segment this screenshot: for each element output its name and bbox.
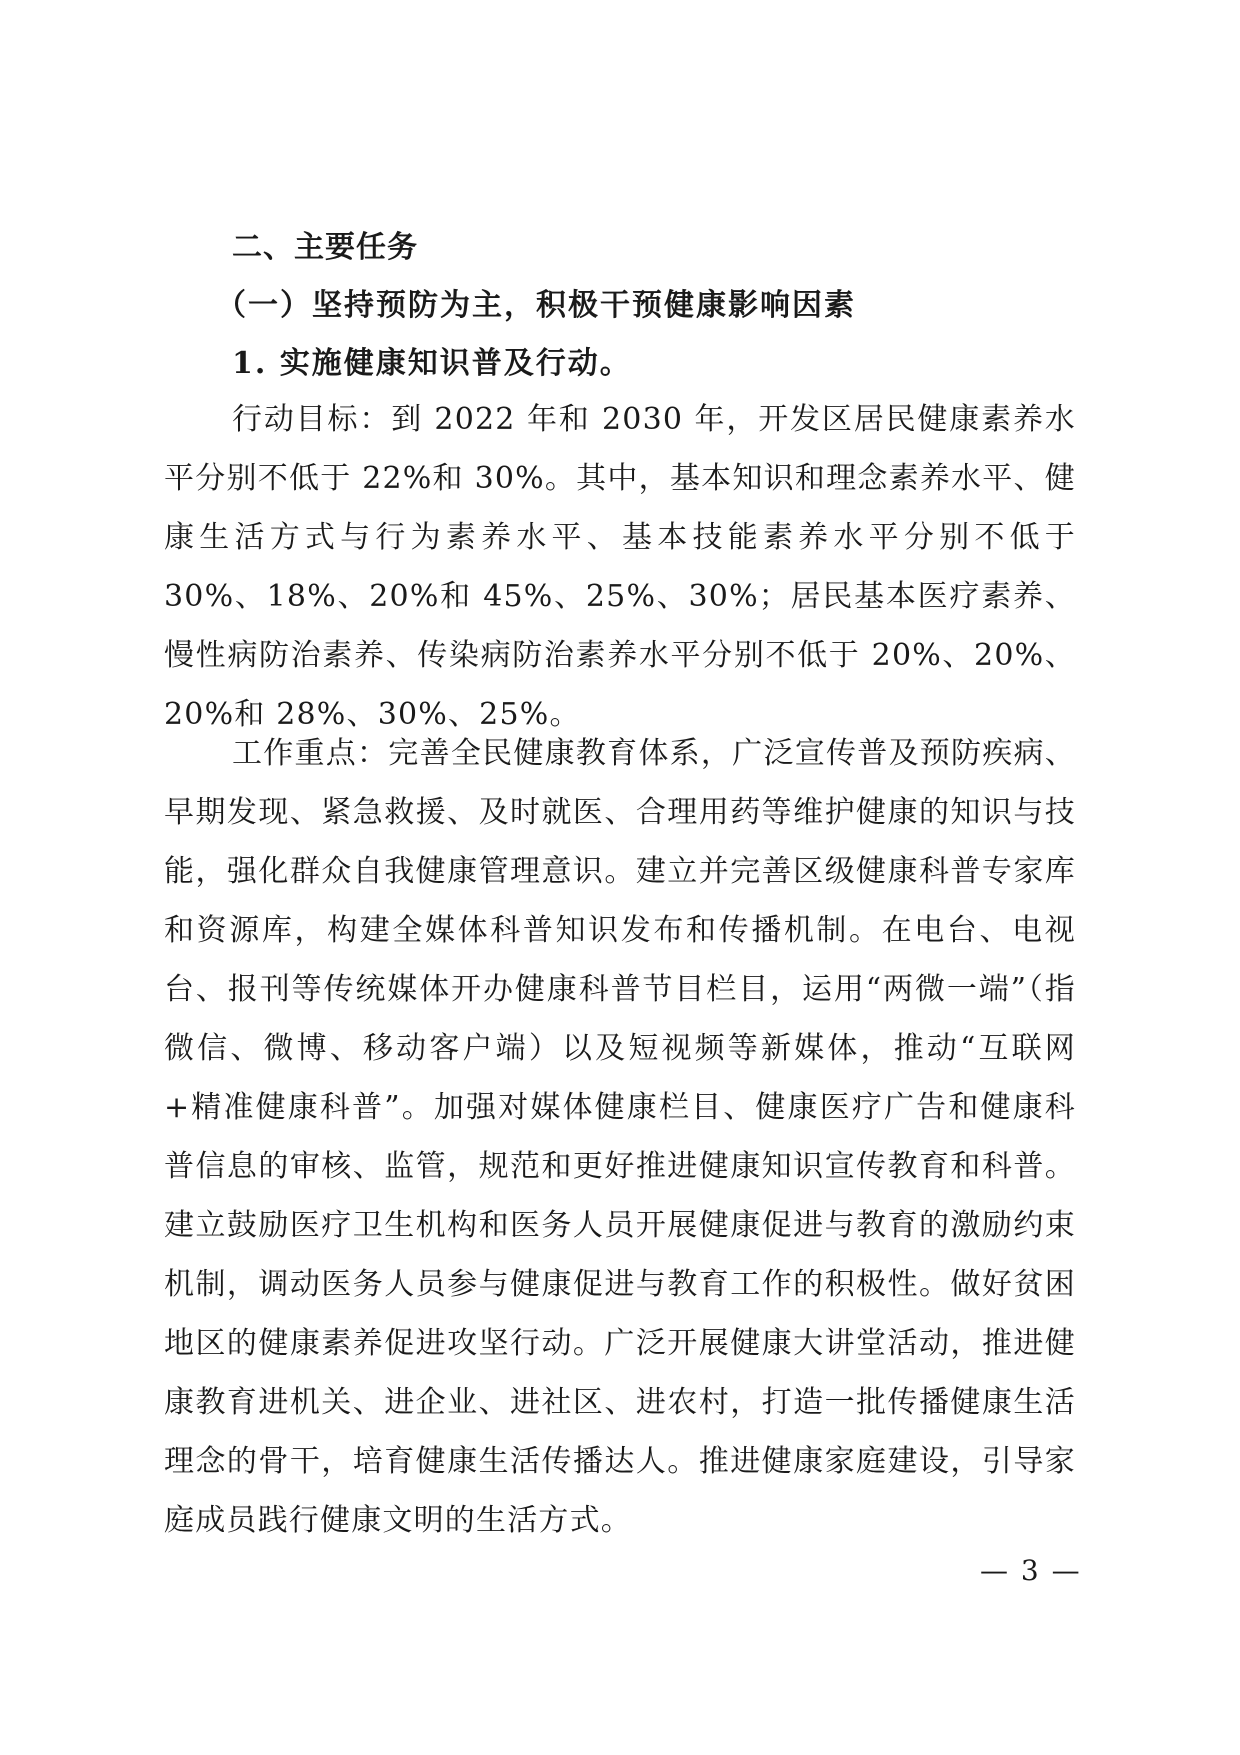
- item-heading: 1. 实施健康知识普及行动。: [232, 346, 632, 381]
- paragraph-work-focus: 工作重点：完善全民健康教育体系，广泛宣传普及预防疾病、早期发现、紧急救援、及时就医、合理用药等维护健康的知识与技能，强化群众自我健康管理意识。建立并完善区级健康科普专家库和资源库，构建全媒体科普知识发布和传播机制。在电台、电视台、报刊等传统媒体开办健康科普节目栏目，运用“两微一端”（指微信、微博、移动客户端）以及短视频等新媒体，推动“互联网+精准健康科普”。加强对媒体健康栏目、健康医疗广告和健康科普信息的审核、监管，规范和更好推进健康知识宣传教育和科普。建立鼓励医疗卫生机构和医务人员开展健康促进与教育的激励约束机制，调动医务人员参与健康促进与教育工作的积极性。做好贫困地区的健康素养促进攻坚行动。广泛开展健康大讲堂活动，推进健康教育进机关、进企业、进社区、进农村，打造一批传播健康生活理念的骨干，培育健康生活传播达人。推进健康家庭建设，引导家庭成员践行健康文明的生活方式。: [164, 736, 1076, 1538]
- sub-heading: （一）坚持预防为主，积极干预健康影响因素: [216, 288, 856, 323]
- paragraph-action-goal: 行动目标：到 2022 年和 2030 年，开发区居民健康素养水平分别不低于 22%和 30%。其中，基本知识和理念素养水平、健康生活方式与行为素养水平、基本技能素养水平分别不低于 30%、18%、20%和 45%、25%、30%；居民基本医疗素养、慢性病防治素养、传染病防治素养水平分别不低于 20%、20%、20%和 28%、30%、25%。: [164, 402, 1076, 732]
- section-heading: 二、主要任务: [232, 230, 418, 265]
- page-number: — 3 —: [980, 1554, 1082, 1587]
